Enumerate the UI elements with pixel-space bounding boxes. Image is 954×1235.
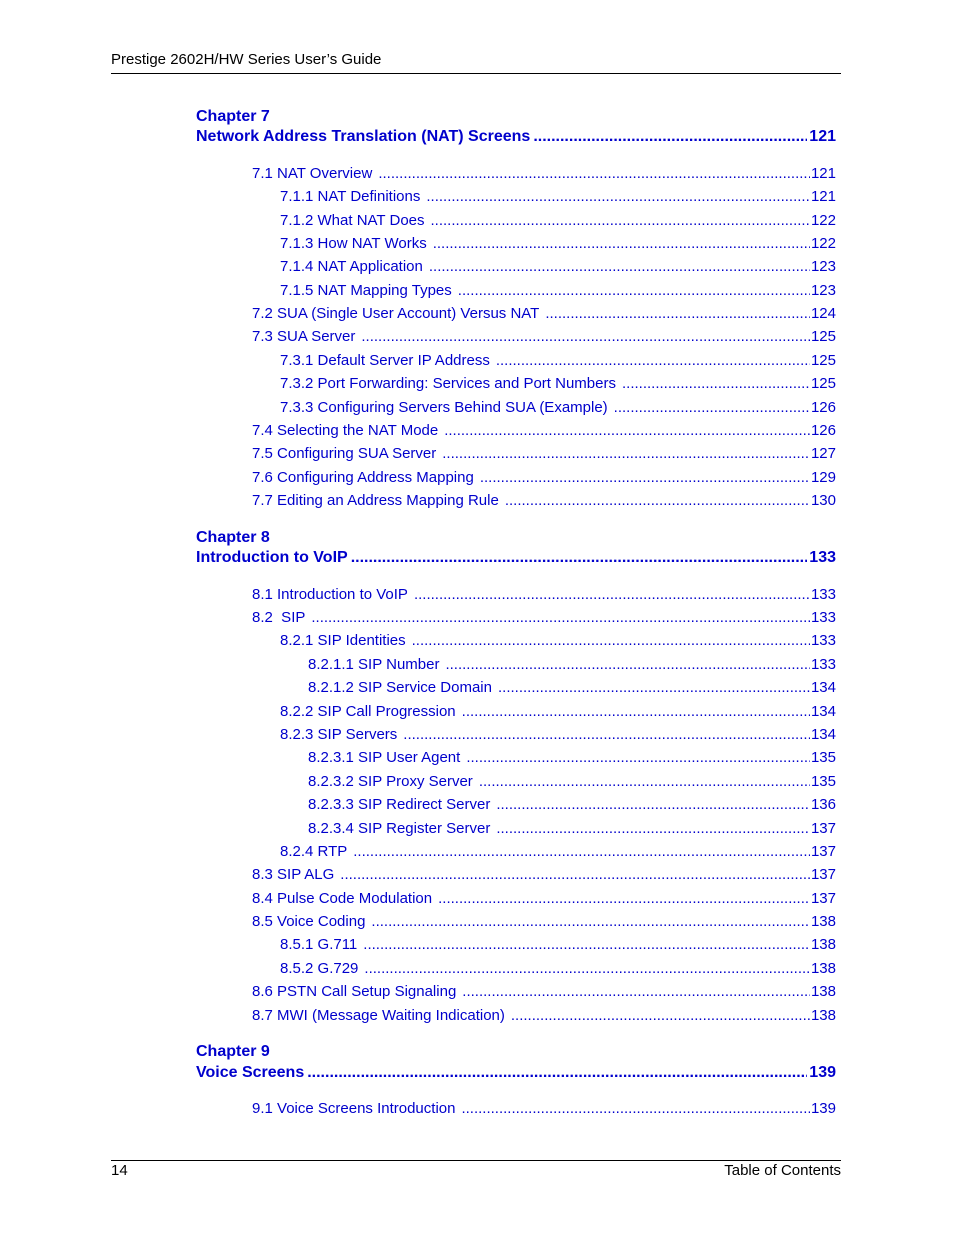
toc-page-number: 138 — [810, 983, 836, 1000]
toc-entry-8-2-2[interactable] — [280, 703, 836, 721]
toc-page-number: 138 — [810, 960, 836, 977]
dot-leader — [351, 548, 808, 568]
toc-page-number: 133 — [810, 632, 836, 649]
toc-page-number: 121 — [810, 165, 836, 182]
toc-entry-7-1-2[interactable] — [280, 212, 836, 230]
header-rule — [111, 73, 841, 74]
toc-page-number: 121 — [810, 188, 836, 205]
toc-entry-7-1-5[interactable] — [280, 282, 836, 300]
dot-leader — [461, 1100, 810, 1118]
toc-entry-text: 8.2.3.4 SIP Register Server — [308, 820, 491, 837]
toc-entry-text: 7.3.2 Port Forwarding: Services and Port Numbers — [280, 375, 616, 392]
toc-entry-7-4[interactable] — [252, 422, 836, 440]
toc-page-number: 126 — [810, 399, 836, 416]
toc-entry-8-2-3[interactable] — [280, 726, 836, 744]
toc-entry-text: 8.6 PSTN Call Setup Signaling — [252, 983, 457, 1000]
toc-entry-7-3-1[interactable] — [280, 352, 836, 370]
footer-rule — [111, 1160, 841, 1161]
toc-page-number: 125 — [810, 352, 836, 369]
toc-entry-8-2[interactable] — [252, 609, 836, 627]
toc-entry-text: 8.2.4 RTP — [280, 843, 348, 860]
chapter-8-label[interactable]: Chapter 8 — [196, 529, 270, 546]
toc-page-number: 122 — [810, 235, 836, 252]
dot-leader — [361, 328, 810, 346]
toc-entry-7-1-4[interactable] — [280, 258, 836, 276]
toc-page-number: 125 — [810, 375, 836, 392]
toc-page-number: 137 — [810, 866, 836, 883]
dot-leader — [533, 127, 807, 147]
toc-entry-7-5[interactable] — [252, 445, 836, 463]
chapter-title-text: Voice Screens — [196, 1064, 305, 1081]
toc-page-number: 124 — [810, 305, 836, 322]
toc-entry-text: 8.2 SIP — [252, 609, 306, 626]
chapter-title-text: Introduction to VoIP — [196, 549, 348, 566]
toc-page-number: 137 — [810, 890, 836, 907]
toc-entry-text: 7.3 SUA Server — [252, 328, 356, 345]
toc-entry-8-7[interactable] — [252, 1007, 836, 1025]
toc-page-number: 138 — [810, 936, 836, 953]
dot-leader — [445, 656, 810, 674]
toc-entry-text: 8.2.3.3 SIP Redirect Server — [308, 796, 491, 813]
toc-entry-8-2-1[interactable] — [280, 632, 836, 650]
toc-entry-text: 9.1 Voice Screens Introduction — [252, 1100, 456, 1117]
toc-entry-7-3-3[interactable] — [280, 399, 836, 417]
dot-leader — [433, 235, 810, 253]
toc-entry-7-3[interactable] — [252, 328, 836, 346]
footer-page-number: 14 — [111, 1162, 128, 1179]
toc-page-number: 129 — [810, 469, 836, 486]
toc-entry-text: 8.2.3 SIP Servers — [280, 726, 398, 743]
dot-leader — [412, 632, 810, 650]
toc-entry-8-2-1-2[interactable] — [308, 679, 836, 697]
toc-entry-text: 8.4 Pulse Code Modulation — [252, 890, 433, 907]
toc-page-number: 135 — [810, 749, 836, 766]
dot-leader — [311, 609, 810, 627]
dot-leader — [444, 422, 810, 440]
toc-entry-8-2-3-2[interactable] — [308, 773, 836, 791]
toc-page-number: 133 — [810, 609, 836, 626]
toc-entry-8-2-4[interactable] — [280, 843, 836, 861]
toc-entry-text: 8.2.2 SIP Call Progression — [280, 703, 456, 720]
chapter-title-text: Network Address Translation (NAT) Screens — [196, 128, 531, 145]
dot-leader — [498, 679, 810, 697]
toc-entry-7-1[interactable] — [252, 165, 836, 183]
toc-entry-text: 7.1.5 NAT Mapping Types — [280, 282, 452, 299]
toc-page-number: 123 — [810, 258, 836, 275]
toc-entry-8-5-1[interactable] — [280, 936, 836, 954]
toc-entry-text: 8.1 Introduction to VoIP — [252, 586, 408, 603]
dot-leader — [480, 469, 810, 487]
toc-page-number: 122 — [810, 212, 836, 229]
dot-leader — [458, 282, 810, 300]
toc-entry-8-3[interactable] — [252, 866, 836, 884]
toc-page-number: 134 — [810, 679, 836, 696]
chapter-8-title-link[interactable] — [196, 548, 836, 568]
chapter-9-title-link[interactable] — [196, 1063, 836, 1083]
toc-page-number: 135 — [810, 773, 836, 790]
toc-entry-8-5-2[interactable] — [280, 960, 836, 978]
dot-leader — [462, 703, 810, 721]
toc-page-number: 134 — [810, 726, 836, 743]
chapter-page-number: 121 — [809, 128, 836, 145]
toc-entry-text: 8.5.1 G.711 — [280, 936, 358, 953]
toc-page-number: 133 — [810, 656, 836, 673]
toc-entry-text: 7.1.1 NAT Definitions — [280, 188, 421, 205]
toc-entry-text: 7.6 Configuring Address Mapping — [252, 469, 474, 486]
toc-entry-text: 7.3.1 Default Server IP Address — [280, 352, 490, 369]
toc-entry-text: 8.2.1.2 SIP Service Domain — [308, 679, 492, 696]
dot-leader — [496, 352, 810, 370]
toc-entry-text: 8.2.1.1 SIP Number — [308, 656, 440, 673]
toc-entry-text: 7.5 Configuring SUA Server — [252, 445, 437, 462]
chapter-7-title-link[interactable] — [196, 127, 836, 147]
toc-page-number: 134 — [810, 703, 836, 720]
toc-entry-9-1[interactable] — [252, 1100, 836, 1118]
dot-leader — [378, 165, 810, 183]
toc-page-number: 136 — [810, 796, 836, 813]
toc-page-number: 130 — [810, 492, 836, 509]
toc-page-number: 137 — [810, 820, 836, 837]
toc-entry-text: 7.3.3 Configuring Servers Behind SUA (Example) — [280, 399, 608, 416]
dot-leader — [429, 258, 810, 276]
toc-entry-7-1-1[interactable] — [280, 188, 836, 206]
toc-entry-7-7[interactable] — [252, 492, 836, 510]
toc-page-number: 127 — [810, 445, 836, 462]
toc-entry-text: 7.1.2 What NAT Does — [280, 212, 425, 229]
toc-entry-text: 8.3 SIP ALG — [252, 866, 335, 883]
chapter-9-label[interactable]: Chapter 9 — [196, 1043, 270, 1060]
dot-leader — [438, 890, 810, 908]
toc-entry-text: 7.7 Editing an Address Mapping Rule — [252, 492, 499, 509]
toc-entry-text: 8.7 MWI (Message Waiting Indication) — [252, 1007, 505, 1024]
toc-entry-8-2-1-1[interactable] — [308, 656, 836, 674]
dot-leader — [466, 749, 810, 767]
toc-entry-8-1[interactable] — [252, 586, 836, 604]
toc-entry-8-2-3-3[interactable] — [308, 796, 836, 814]
dot-leader — [363, 936, 810, 954]
toc-entry-8-4[interactable] — [252, 890, 836, 908]
dot-leader — [371, 913, 810, 931]
toc-entry-text: 7.4 Selecting the NAT Mode — [252, 422, 439, 439]
toc-page-number: 126 — [810, 422, 836, 439]
dot-leader — [614, 399, 810, 417]
toc-page-number: 125 — [810, 328, 836, 345]
dot-leader — [426, 188, 810, 206]
toc-entry-7-6[interactable] — [252, 469, 836, 487]
toc-entry-text: 7.2 SUA (Single User Account) Versus NAT — [252, 305, 540, 322]
toc-entry-7-2[interactable] — [252, 305, 836, 323]
dot-leader — [496, 820, 810, 838]
dot-leader — [479, 773, 810, 791]
dot-leader — [340, 866, 810, 884]
dot-leader — [622, 375, 810, 393]
toc-entry-text: 8.5 Voice Coding — [252, 913, 366, 930]
toc-entry-text: 8.2.1 SIP Identities — [280, 632, 406, 649]
toc-entry-8-2-3-1[interactable] — [308, 749, 836, 767]
dot-leader — [364, 960, 810, 978]
dot-leader — [431, 212, 810, 230]
toc-entry-8-6[interactable] — [252, 983, 836, 1001]
dot-leader — [545, 305, 810, 323]
toc-entry-7-1-3[interactable] — [280, 235, 836, 253]
toc-page-number: 137 — [810, 843, 836, 860]
dot-leader — [496, 796, 810, 814]
toc-entry-text: 8.2.3.2 SIP Proxy Server — [308, 773, 473, 790]
toc-entry-text: 7.1 NAT Overview — [252, 165, 373, 182]
dot-leader — [442, 445, 810, 463]
chapter-page-number: 139 — [809, 1064, 836, 1081]
toc-page-number: 139 — [810, 1100, 836, 1117]
toc-entry-text: 7.1.4 NAT Application — [280, 258, 423, 275]
toc-entry-text: 8.5.2 G.729 — [280, 960, 359, 977]
toc-entry-8-2-3-4[interactable] — [308, 820, 836, 838]
dot-leader — [511, 1007, 810, 1025]
dot-leader — [462, 983, 810, 1001]
chapter-page-number: 133 — [809, 549, 836, 566]
toc-entry-text: 7.1.3 How NAT Works — [280, 235, 427, 252]
dot-leader — [403, 726, 810, 744]
dot-leader — [414, 586, 810, 604]
running-header: Prestige 2602H/HW Series User’s Guide — [111, 51, 382, 68]
dot-leader — [353, 843, 810, 861]
chapter-7-label[interactable]: Chapter 7 — [196, 108, 270, 125]
toc-entry-text: 8.2.3.1 SIP User Agent — [308, 749, 461, 766]
footer-section-title: Table of Contents — [724, 1162, 841, 1179]
dot-leader — [307, 1063, 807, 1083]
toc-entry-7-3-2[interactable] — [280, 375, 836, 393]
toc-entry-8-5[interactable] — [252, 913, 836, 931]
dot-leader — [505, 492, 810, 510]
toc-page-number: 133 — [810, 586, 836, 603]
toc-page-number: 123 — [810, 282, 836, 299]
toc-page-number: 138 — [810, 1007, 836, 1024]
toc-page-number: 138 — [810, 913, 836, 930]
